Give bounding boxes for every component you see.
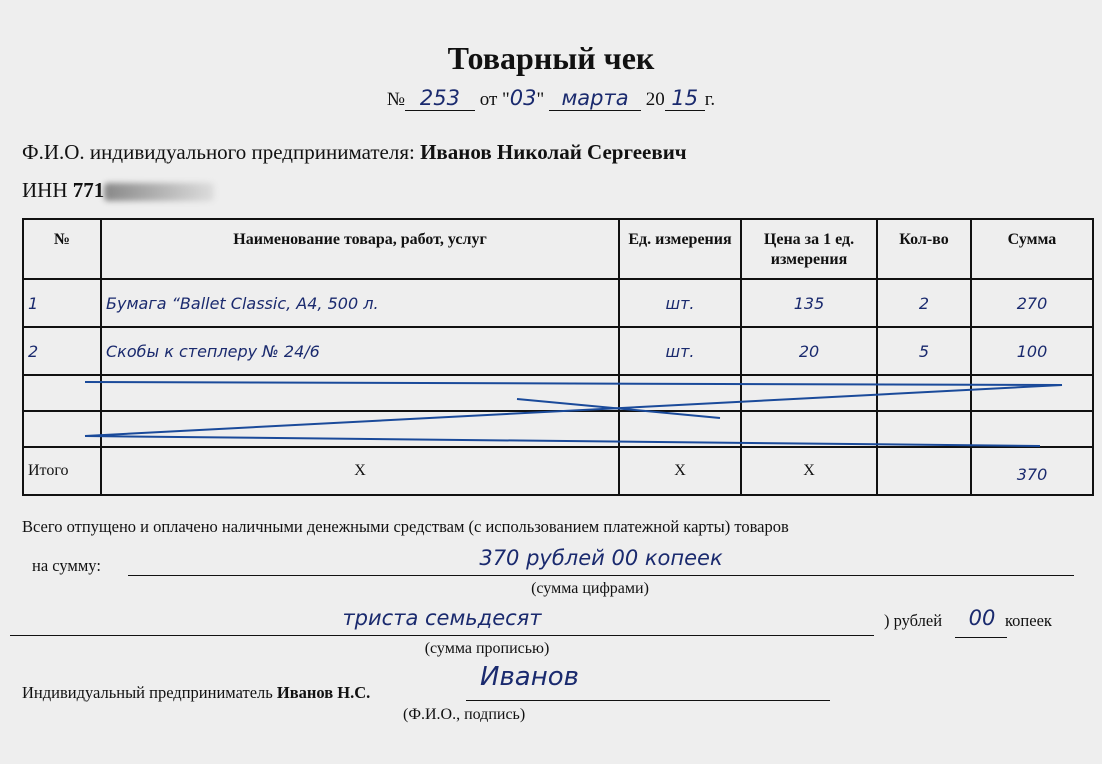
row-qty: 2 bbox=[877, 279, 971, 327]
signature-line bbox=[466, 700, 830, 701]
signature: Иванов bbox=[480, 662, 579, 692]
entrepreneur-label: Индивидуальный предприниматель bbox=[22, 683, 273, 702]
total-qty bbox=[877, 447, 971, 495]
items-table bbox=[22, 218, 1094, 496]
from-label: от bbox=[479, 89, 498, 110]
row-unit: шт. bbox=[619, 327, 741, 375]
row-price bbox=[741, 411, 877, 447]
row-sum bbox=[971, 411, 1093, 447]
seller-fio bbox=[22, 140, 687, 165]
row-sum: 270 bbox=[971, 279, 1093, 327]
row-price: 20 bbox=[741, 327, 877, 375]
receipt-day: 03 bbox=[509, 86, 537, 110]
header-price: Цена за 1 ед. измерения bbox=[741, 219, 877, 279]
row-qty bbox=[877, 411, 971, 447]
fio-value: Иванов Николай Сергеевич bbox=[420, 140, 687, 164]
row-num: 1 bbox=[23, 279, 101, 327]
row-name bbox=[101, 411, 619, 447]
header-name: Наименование товара, работ, услуг bbox=[101, 219, 619, 279]
amount-label: на сумму: bbox=[32, 556, 101, 575]
amount-words-caption: (сумма прописью) bbox=[424, 640, 550, 657]
amount-digits: 370 рублей 00 копеек bbox=[479, 546, 723, 570]
released-text: Всего отпущено и оплачено наличными денежными средствам (с использованием платежной карты) товаров bbox=[22, 517, 789, 536]
row-num bbox=[23, 411, 101, 447]
receipt-year: 15 bbox=[671, 86, 699, 110]
row-qty bbox=[877, 375, 971, 411]
number-prefix: № bbox=[386, 89, 405, 110]
kopecks-value: 00 bbox=[968, 606, 996, 630]
amount-digits-line bbox=[128, 575, 1074, 576]
total-label: Итого bbox=[23, 447, 101, 495]
kopecks-label: копеек bbox=[1005, 611, 1052, 630]
table-total-row bbox=[23, 447, 1093, 495]
header-sum: Сумма bbox=[971, 219, 1093, 279]
entrepreneur-line bbox=[22, 683, 370, 703]
inn-value: 771 bbox=[72, 178, 105, 202]
row-unit: шт. bbox=[619, 279, 741, 327]
total-sum: 370 bbox=[971, 447, 1093, 495]
rubles-label: ) рублей bbox=[884, 611, 943, 630]
amount-words-line bbox=[10, 635, 874, 636]
receipt-number-field bbox=[405, 88, 475, 111]
row-price: 135 bbox=[741, 279, 877, 327]
row-name bbox=[101, 375, 619, 411]
table-row bbox=[23, 327, 1093, 375]
quote-close: " bbox=[536, 89, 545, 110]
receipt-month: марта bbox=[561, 86, 629, 110]
fio-label: Ф.И.О. индивидуального предпринимателя: bbox=[22, 140, 415, 164]
amount-digits-caption: (сумма цифрами) bbox=[531, 580, 649, 597]
table-header-row bbox=[23, 219, 1093, 279]
total-price-x: X bbox=[741, 447, 877, 495]
row-sum bbox=[971, 375, 1093, 411]
receipt-month-field bbox=[549, 88, 641, 111]
table-row-empty bbox=[23, 375, 1093, 411]
header-qty: Кол-во bbox=[877, 219, 971, 279]
amount-words: триста семьдесят bbox=[342, 606, 542, 630]
document-title: Товарный чек bbox=[447, 40, 655, 76]
row-price bbox=[741, 375, 877, 411]
table-row bbox=[23, 279, 1093, 327]
row-name: Скобы к степлеру № 24/6 bbox=[101, 327, 619, 375]
header-unit: Ед. измерения bbox=[619, 219, 741, 279]
row-sum: 100 bbox=[971, 327, 1093, 375]
quote-open: " bbox=[502, 89, 510, 110]
row-num bbox=[23, 375, 101, 411]
inn-label: ИНН bbox=[22, 178, 68, 202]
inn-blurred bbox=[104, 183, 214, 201]
row-num: 2 bbox=[23, 327, 101, 375]
row-name: Бумага “Ballet Classic, A4, 500 л. bbox=[101, 279, 619, 327]
receipt-number-date bbox=[0, 86, 1102, 111]
row-unit bbox=[619, 375, 741, 411]
receipt-number: 253 bbox=[419, 86, 460, 110]
year-prefix: 20 bbox=[645, 89, 665, 110]
total-name-x: X bbox=[101, 447, 619, 495]
kopecks-line bbox=[955, 637, 1007, 638]
row-qty: 5 bbox=[877, 327, 971, 375]
header-num: № bbox=[23, 219, 101, 279]
year-unit: г. bbox=[704, 89, 716, 110]
signature-caption: (Ф.И.О., подпись) bbox=[403, 706, 526, 723]
seller-inn bbox=[22, 178, 214, 203]
table-row-empty bbox=[23, 411, 1093, 447]
entrepreneur-name: Иванов Н.С. bbox=[276, 683, 371, 702]
row-unit bbox=[619, 411, 741, 447]
total-unit-x: X bbox=[619, 447, 741, 495]
receipt-year-field bbox=[665, 88, 705, 111]
